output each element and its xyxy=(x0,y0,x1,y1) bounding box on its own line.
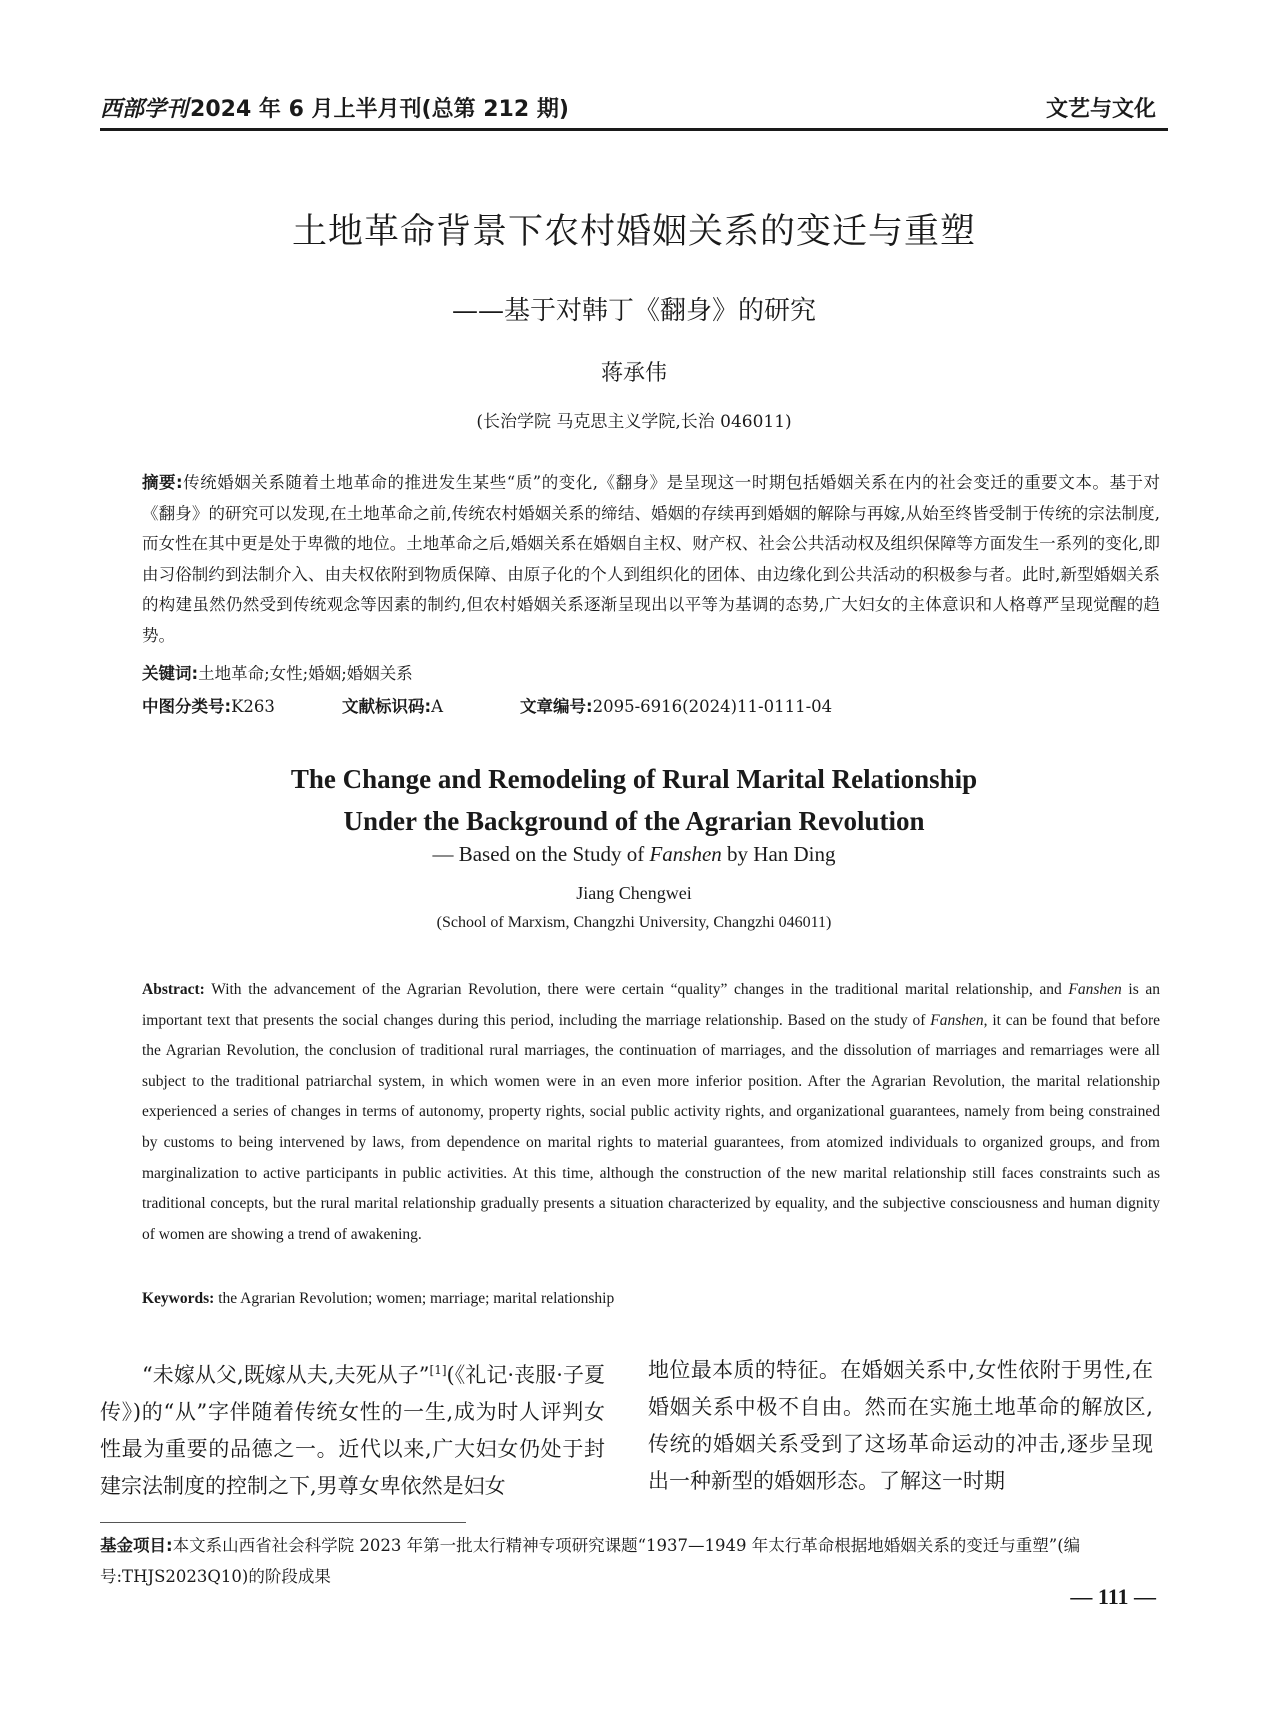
doc-label: 文献标识码: xyxy=(342,697,432,716)
abstract-en-book-1: Fanshen xyxy=(1068,981,1122,998)
article-title-en xyxy=(0,758,1268,842)
journal-logo: 西部学刊 xyxy=(100,96,189,122)
keywords-cn-text: 土地革命;女性;婚姻;婚姻关系 xyxy=(198,664,413,683)
body-left-text: (《礼记·丧服·子夏传》)的“从”字伴随着传统女性的一生,成为时人评判女性最为重要的品德之一。近代以来,广大妇女仍处于封建宗法制度的控制之下,男尊女卑依然是妇女 xyxy=(100,1363,605,1498)
subtitle-en-book: Fanshen xyxy=(649,842,722,866)
clc-label: 中图分类号: xyxy=(142,697,232,716)
article-subtitle-en xyxy=(0,842,1268,867)
keywords-en-text: the Agrarian Revolution; women; marriage; marital relationship xyxy=(214,1290,615,1307)
affiliation-en: (School of Marxism, Changzhi University, Changzhi 046011) xyxy=(436,914,832,931)
abstract-en xyxy=(142,975,1160,1250)
citation-ref-1[interactable]: [1] xyxy=(429,1363,447,1377)
article-title-cn: 土地革命背景下农村婚姻关系的变迁与重塑 xyxy=(291,212,976,252)
article-number xyxy=(520,693,832,717)
body-left-quote: “未嫁从父,既嫁从夫,夫死从子” xyxy=(142,1363,430,1387)
issue-info: 2024 年 6 月上半月刊(总第 212 期) xyxy=(190,97,569,122)
classification-meta xyxy=(142,693,832,717)
article-number-label: 文章编号: xyxy=(520,697,593,716)
funding-label: 基金项目: xyxy=(100,1536,173,1555)
affiliation-cn: (长治学院 马克思主义学院,长治 046011) xyxy=(476,412,792,432)
author-cn: 蒋承伟 xyxy=(600,361,667,386)
body-column-left xyxy=(100,1352,605,1505)
abstract-cn-text: 传统婚姻关系随着土地革命的推进发生某些“质”的变化,《翻身》是呈现这一时期包括婚姻关系在内的社会变迁的重要文本。基于对《翻身》的研究可以发现,在土地革命之前,传统农村婚姻关系的缔结、婚姻的存续再到婚姻的解除与再嫁,从始至终皆受制于传统的宗法制度,而女性在其中更是处于卑微的地位。土地革命之后,婚姻关系在婚姻自主权、财产权、社会公共活动权及组织保障等方面发生一系列的变化,即由习俗制约到法制介入、由夫权依附到物质保障、由原子化的个人到组织化的团体、由边缘化到公共活动的积极参与者。此时,新型婚姻关系的构建虽然仍然受到传统观念等因素的制约,但农村婚姻关系逐渐呈现出以平等为基调的态势,广大妇女的主体意识和人格尊严呈现觉醒的趋势。 xyxy=(142,473,1160,645)
doc-code xyxy=(342,693,520,717)
journal-header-issue xyxy=(100,92,569,123)
abstract-en-label: Abstract: xyxy=(142,981,205,998)
body-column-right: 地位最本质的特征。在婚姻关系中,女性依附于男性,在婚姻关系中极不自由。然而在实施土地革命的解放区,传统的婚姻关系受到了这场革命运动的冲击,逐步呈现出一种新型的婚姻形态。了解这一时期 xyxy=(648,1358,1153,1493)
abstract-cn-label: 摘要: xyxy=(142,473,183,492)
abstract-en-text-2: is an important text that presents the social changes during this period, including the marriage relationship. Based on the study of xyxy=(142,981,1161,1029)
header-rule xyxy=(100,128,1168,131)
funding-footnote xyxy=(100,1530,1160,1592)
clc-value: K263 xyxy=(231,697,275,716)
keywords-en-label: Keywords: xyxy=(142,1290,215,1307)
title-en-line1: The Change and Remodeling of Rural Marital Relationship xyxy=(290,764,978,794)
abstract-en-text-1: With the advancement of the Agrarian Revolution, there were certain “quality” changes in the traditional marital relationship, and xyxy=(204,981,1069,998)
author-en: Jiang Chengwei xyxy=(576,883,692,903)
abstract-en-text-3: , it can be found that before the Agrarian Revolution, the conclusion of traditional rural marriages, the continuation of marriages, and the dissolution of marriages and remarriages were all subject to the traditional patriarchal system, in which women were in an even more inferior position. After the Agrarian Revolution, the marital relationship experienced a series of changes in terms of autonomy, property rights, social public activity rights, and organizational guarantees, namely from being constrained by customs to being intervened by laws, from dependence on marital rights to material guarantees, from atomized individuals to organized groups, and from marginalization to active participants in public activities. At this time, although the construction of the new marital relationship still faces constraints such as traditional concepts, but the rural marital relationship gradually presents a situation characterized by equality, and the subjective consciousness and human dignity of women are showing a trend of awakening. xyxy=(142,1011,1160,1243)
section-name: 文艺与文化 xyxy=(1045,97,1156,122)
subtitle-en-prefix: — Based on the Study of xyxy=(432,842,650,866)
clc-code xyxy=(142,693,342,717)
abstract-en-book-2: Fanshen xyxy=(930,1011,984,1029)
keywords-en xyxy=(142,1290,614,1308)
doc-value: A xyxy=(431,697,444,716)
article-number-value: 2095-6916(2024)11-0111-04 xyxy=(592,697,833,716)
keywords-cn xyxy=(142,660,413,684)
footnote-rule xyxy=(100,1522,466,1523)
page-number: — 111 — xyxy=(1070,1584,1156,1609)
title-en-line2: Under the Background of the Agrarian Revolution xyxy=(343,806,925,836)
keywords-cn-label: 关键词: xyxy=(142,664,199,683)
abstract-cn xyxy=(142,468,1160,651)
funding-text: 本文系山西省社会科学院 2023 年第一批太行精神专项研究课题“1937—1949 年太行革命根据地婚姻关系的变迁与重塑”(编号:THJS2023Q10)的阶段成果 xyxy=(100,1536,1081,1586)
subtitle-en-suffix: by Han Ding xyxy=(721,842,836,866)
article-subtitle-cn: ——基于对韩丁《翻身》的研究 xyxy=(451,296,816,326)
